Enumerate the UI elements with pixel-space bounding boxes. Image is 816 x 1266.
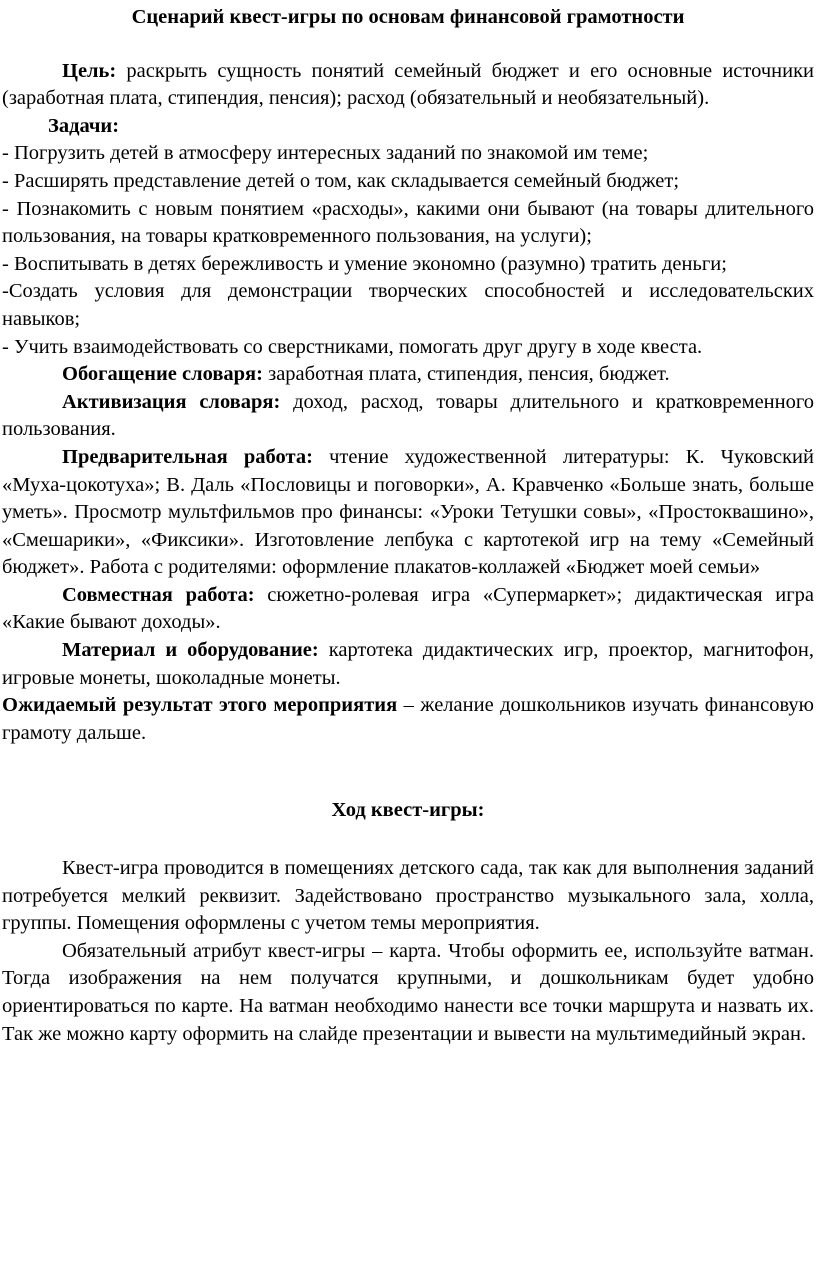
task-item: - Познакомить с новым понятием «расходы», какими они бывают (на товары длительного пользования, на товары кратковременного пользования, на услуги); (2, 197, 814, 248)
materials-paragraph (2, 637, 814, 692)
task-item: - Воспитывать в детях бережливость и умение экономно (разумно) тратить деньги; (2, 252, 727, 275)
vocab-enrich-label: Обогащение словаря: (62, 363, 263, 386)
task-item: - Учить взаимодействовать со сверстниками, помогать друг другу в ходе квеста. (2, 335, 703, 358)
goal-paragraph (2, 58, 814, 113)
goal-label: Цель: (62, 59, 117, 82)
tasks-label: Задачи: (48, 114, 120, 137)
result-paragraph (2, 692, 814, 747)
prelim-text: чтение художественной литературы: К. Чуковский «Муха-цокотуха»; В. Даль «Пословицы и поговорки», А. Кравченко «Больше знать, больше уметь». Просмотр мультфильмов про финансы: «Уроки Тетушки совы», «Простоквашино», «Смешарики», «Фиксики». Изготовление лепбука с картотекой игр на тему «Семейный бюджет». Работа с родителями: оформление плакатов-коллажей «Бюджет моей семьи» (2, 445, 814, 579)
task-item: - Погрузить детей в атмосферу интересных заданий по знакомой им теме; (2, 142, 649, 165)
section-heading: Ход квест-игры: (331, 799, 485, 822)
prelim-label: Предварительная работа: (62, 445, 313, 468)
joint-paragraph (2, 582, 814, 637)
vocab-enrich-paragraph (2, 361, 814, 389)
materials-label: Материал и оборудование: (62, 639, 319, 662)
task-item: -Создать условия для демонстрации творческих способностей и исследовательских навыков; (2, 280, 814, 330)
joint-label: Совместная работа: (62, 583, 255, 606)
result-label: Ожидаемый результат этого мероприятия (2, 694, 398, 717)
task-item: - Расширять представление детей о том, как складывается семейный бюджет; (2, 169, 680, 192)
joint-text: сюжетно-ролевая игра «Супермаркет»; дидактическая игра «Какие бывают доходы». (2, 583, 815, 634)
document-title: Сценарий квест-игры по основам финансовой грамотности (131, 6, 685, 28)
materials-text: картотека дидактических игр, проектор, магнитофон, игровые монеты, шоколадные монеты. (2, 639, 815, 689)
vocab-enrich-text: заработная плата, стипендия, пенсия, бюджет. (262, 363, 670, 386)
vocab-activate-label: Активизация словаря: (62, 390, 281, 413)
prelim-paragraph (2, 444, 814, 582)
body-paragraph: Обязательный атрибут квест-игры – карта. Чтобы оформить ее, используйте ватман. Тогда изображения на нем получатся крупными, и дошкольникам будет удобно ориентироваться по карте. На ватман необходимо нанести все точки маршрута и назвать их. Так же можно карту оформить на слайде презентации и вывести на мультимедийный экран. (2, 939, 814, 1045)
body-paragraph: Квест-игра проводится в помещениях детского сада, так как для выполнения заданий потребуется мелкий реквизит. Задействовано пространство музыкального зала, холла, группы. Помещения оформлены с учетом темы мероприятия. (2, 857, 814, 935)
tasks-heading (2, 113, 814, 141)
vocab-activate-text: доход, расход, товары длительного и кратковременного пользования. (2, 390, 815, 441)
vocab-activate-paragraph (2, 389, 814, 444)
result-text: – желание дошкольников изучать финансовую грамоту дальше. (2, 694, 814, 744)
goal-text: раскрыть сущность понятий семейный бюджет и его основные источники (заработная плата, стипендия, пенсия); расход (обязательный и необязательный). (2, 59, 814, 110)
